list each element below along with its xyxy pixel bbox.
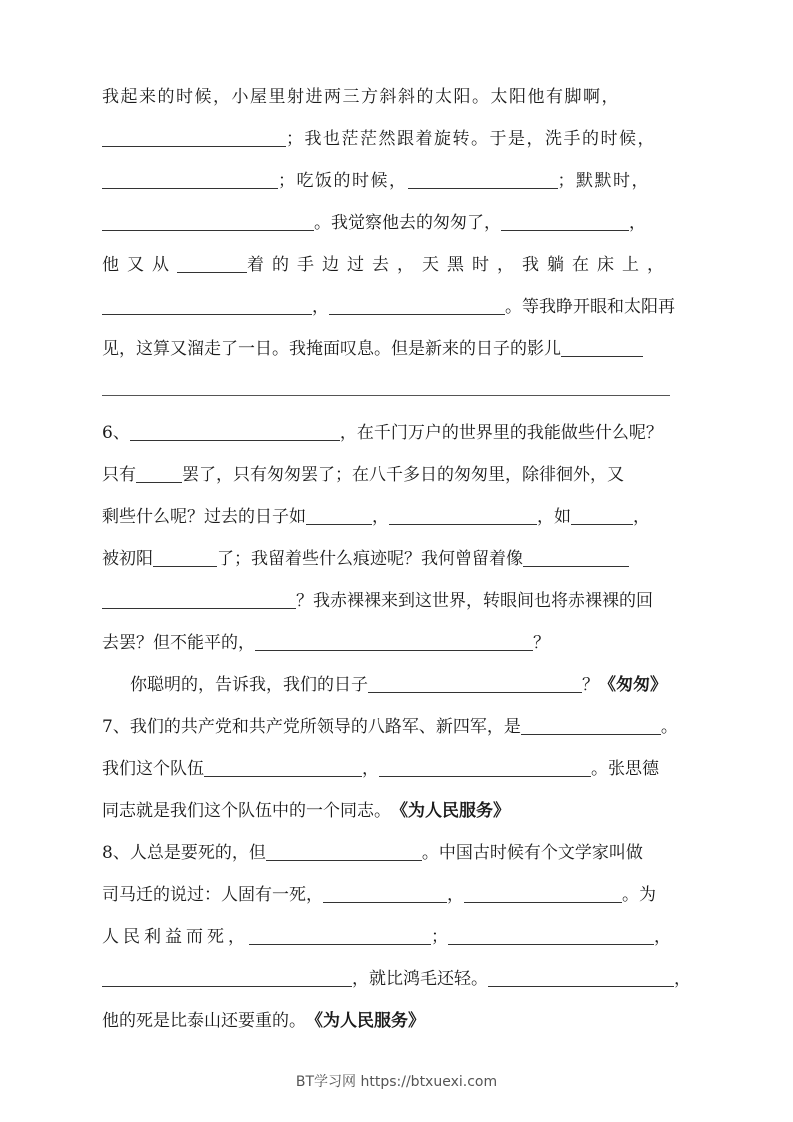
text-segment: ， [372,507,389,527]
text-segment: 司马迁的说过：人固有一死， [102,885,323,905]
answer-blank[interactable] [130,423,340,441]
answer-blank[interactable] [266,843,422,861]
text-segment: ， [447,885,464,905]
text-line [130,673,720,697]
text-line [102,1009,692,1033]
answer-blank[interactable] [136,465,182,483]
text-segment: 。张思德 [591,759,659,779]
answer-blank[interactable] [102,297,312,315]
answer-blank[interactable] [102,129,286,147]
text-segment: ， [312,297,329,317]
answer-blank[interactable] [102,171,278,189]
text-segment: 罢了，只有匆匆罢了；在八千多日的匆匆里，除徘徊外，又 [182,465,624,485]
text-segment: ，就比鸿毛还轻。 [352,969,488,989]
answer-blank[interactable] [102,969,352,987]
answer-blank[interactable] [323,885,447,903]
text-segment: ？ [533,633,550,653]
text-segment: 。为 [622,885,656,905]
text-segment: 见，这算又溜走了一日。我掩面叹息。但是新来的日子的影儿 [102,339,561,359]
text-segment: ，在千门万户的世界里的我能做些什么呢？ [339,423,663,443]
text-segment: ？ [582,675,599,695]
answer-blank[interactable] [571,507,633,525]
answer-blank[interactable] [488,969,674,987]
text-line [102,967,692,991]
text-segment: 了；我留着些什么痕迹呢？我何曾留着像 [217,549,523,569]
answer-blank[interactable] [523,549,629,567]
text-line [102,85,692,109]
text-line [102,547,692,571]
answer-blank[interactable] [368,675,582,693]
answer-blank[interactable] [102,591,296,609]
text-line [102,715,692,739]
text-segment: 着的手边过去，天黑时，我躺在床上， [247,255,672,275]
answer-blank[interactable] [464,885,622,903]
answer-blank[interactable] [204,759,362,777]
footer-watermark: BT学习网 https://btxuexi.com [295,1074,498,1090]
text-line [102,631,692,655]
source-title: 《为人民服务》 [306,1011,425,1031]
text-line [102,211,692,235]
text-segment: 只有 [102,465,136,485]
text-segment: 我起来的时候，小屋里射进两三方斜斜的太阳。太阳他有脚啊， [102,87,620,107]
text-segment: ，如 [537,507,571,527]
text-segment: 人民利益而死， [102,927,249,947]
answer-blank[interactable] [521,717,661,735]
answer-blank[interactable] [379,759,591,777]
answer-blank[interactable] [408,171,558,189]
text-line [102,799,692,823]
text-segment: ； [431,927,448,947]
text-segment: 被初阳 [102,549,153,569]
text-segment: 我们这个队伍 [102,759,204,779]
answer-blank[interactable] [177,255,247,273]
text-segment: ， [654,927,671,947]
text-line [102,337,692,361]
source-title: 《匆匆》 [599,675,667,695]
text-line [102,463,692,487]
text-segment: 他的死是比泰山还要重的。 [102,1011,306,1031]
text-segment: 6、 [102,423,130,443]
text-segment: 。 [660,717,678,737]
answer-blank[interactable] [329,297,505,315]
text-segment: 同志就是我们这个队伍中的一个同志。 [102,801,391,821]
text-segment: ， [674,969,691,989]
text-line [102,505,692,529]
text-segment: 。我觉察他去的匆匆了， [314,213,501,233]
text-segment: 你聪明的，告诉我，我们的日子 [130,675,368,695]
answer-blank[interactable] [501,213,629,231]
text-line [102,841,692,865]
text-segment: ？我赤裸裸来到这世界，转眼间也将赤裸裸的回 [296,591,653,611]
source-title: 《为人民服务》 [391,801,510,821]
answer-blank[interactable] [249,927,431,945]
text-segment: 8、人总是要死的，但 [102,843,266,863]
text-segment: ；我也茫茫然跟着旋转。于是，洗手的时候， [286,129,656,149]
text-line [102,757,692,781]
answer-blank[interactable] [448,927,654,945]
text-line [102,589,692,613]
text-segment: ；默默时， [557,171,650,191]
text-line [102,253,692,277]
answer-blank[interactable] [153,549,217,567]
answer-blank[interactable] [306,507,372,525]
text-line [102,295,692,319]
answer-blank-full-line[interactable] [102,395,670,396]
answer-blank[interactable] [389,507,537,525]
text-segment: ；吃饭的时候， [278,171,408,191]
text-line [102,127,692,151]
text-segment: 。中国古时候有个文学家叫做 [421,843,643,863]
text-line [102,925,692,949]
text-line [102,883,692,907]
text-segment: 7、我们的共产党和共产党所领导的八路军、新四军，是 [102,717,521,737]
text-segment: 他又从 [102,255,177,275]
text-segment: ， [633,507,650,527]
text-line [102,421,692,445]
text-segment: 去罢？但不能平的， [102,633,255,653]
answer-blank[interactable] [102,213,314,231]
text-segment: 。等我睁开眼和太阳再 [505,297,675,317]
text-line [102,169,692,193]
answer-blank[interactable] [561,339,643,357]
text-segment: 剩些什么呢？过去的日子如 [102,507,306,527]
answer-blank[interactable] [255,633,533,651]
text-segment: ， [629,213,646,233]
text-segment: ， [362,759,379,779]
